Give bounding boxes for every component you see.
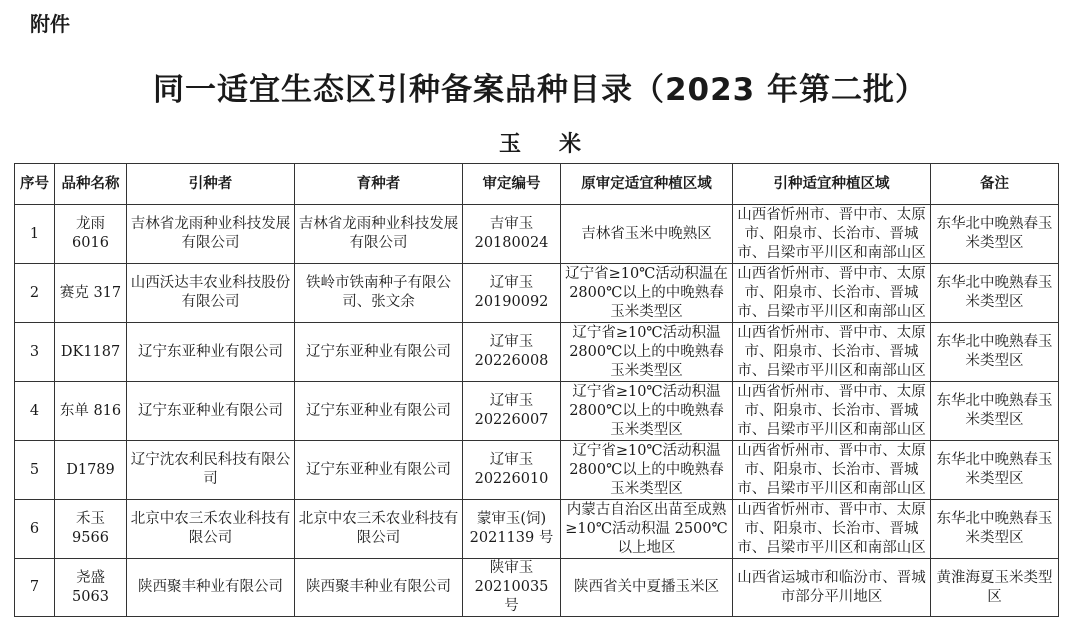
cell-note: 东华北中晚熟春玉米类型区: [931, 264, 1059, 323]
table-row: [15, 559, 1059, 617]
cell-breeder: 陕西聚丰种业有限公司: [295, 559, 463, 617]
cell-introducer: 北京中农三禾农业科技有限公司: [127, 500, 295, 559]
table-row: [15, 500, 1059, 559]
cell-original-region: 吉林省玉米中晚熟区: [561, 205, 733, 264]
cell-introducer: 山西沃达丰农业科技股份有限公司: [127, 264, 295, 323]
cell-breeder: 辽宁东亚种业有限公司: [295, 382, 463, 441]
table-row: [15, 264, 1059, 323]
cell-intro-region: 山西省运城市和临汾市、晋城市部分平川地区: [733, 559, 931, 617]
cell-variety: D1789: [55, 441, 127, 500]
cell-intro-region: 山西省忻州市、晋中市、太原市、阳泉市、长治市、晋城市、吕梁市平川区和南部山区: [733, 323, 931, 382]
variety-table: [14, 163, 1059, 617]
cell-note: 东华北中晚熟春玉米类型区: [931, 500, 1059, 559]
header-note: 备注: [931, 164, 1059, 205]
cell-breeder: 铁岭市铁南种子有限公司、张文余: [295, 264, 463, 323]
cell-intro-region: 山西省忻州市、晋中市、太原市、阳泉市、长治市、晋城市、吕梁市平川区和南部山区: [733, 382, 931, 441]
cell-approval-no: 吉审玉 20180024: [463, 205, 561, 264]
cell-intro-region: 山西省忻州市、晋中市、太原市、阳泉市、长治市、晋城市、吕梁市平川区和南部山区: [733, 205, 931, 264]
cell-variety: 东单 816: [55, 382, 127, 441]
table-row: [15, 382, 1059, 441]
cell-introducer: 吉林省龙雨种业科技发展有限公司: [127, 205, 295, 264]
cell-introducer: 辽宁东亚种业有限公司: [127, 382, 295, 441]
cell-breeder: 辽宁东亚种业有限公司: [295, 441, 463, 500]
cell-variety: DK1187: [55, 323, 127, 382]
cell-introducer: 辽宁东亚种业有限公司: [127, 323, 295, 382]
cell-no: 1: [15, 205, 55, 264]
cell-original-region: 辽宁省≥10℃活动积温在 2800℃以上的中晚熟春玉米类型区: [561, 264, 733, 323]
attachment-label: 附件: [30, 12, 70, 36]
cell-variety: 禾玉 9566: [55, 500, 127, 559]
cell-note: 东华北中晚熟春玉米类型区: [931, 382, 1059, 441]
table-row: [15, 205, 1059, 264]
cell-approval-no: 陕审玉 20210035 号: [463, 559, 561, 617]
cell-intro-region: 山西省忻州市、晋中市、太原市、阳泉市、长治市、晋城市、吕梁市平川区和南部山区: [733, 441, 931, 500]
cell-variety: 尧盛 5063: [55, 559, 127, 617]
cell-no: 4: [15, 382, 55, 441]
cell-no: 2: [15, 264, 55, 323]
cell-original-region: 辽宁省≥10℃活动积温 2800℃以上的中晚熟春玉米类型区: [561, 382, 733, 441]
cell-variety: 龙雨 6016: [55, 205, 127, 264]
cell-note: 东华北中晚熟春玉米类型区: [931, 205, 1059, 264]
cell-approval-no: 辽审玉 20226007: [463, 382, 561, 441]
header-intro-region: 引种适宜种植区域: [733, 164, 931, 205]
cell-original-region: 辽宁省≥10℃活动积温 2800℃以上的中晚熟春玉米类型区: [561, 441, 733, 500]
document-title: 同一适宜生态区引种备案品种目录（2023 年第二批）: [152, 72, 928, 108]
cell-breeder: 吉林省龙雨种业科技发展有限公司: [295, 205, 463, 264]
cell-intro-region: 山西省忻州市、晋中市、太原市、阳泉市、长治市、晋城市、吕梁市平川区和南部山区: [733, 264, 931, 323]
cell-breeder: 北京中农三禾农业科技有限公司: [295, 500, 463, 559]
table-header-row: [15, 164, 1059, 205]
table-row: [15, 441, 1059, 500]
cell-approval-no: 辽审玉 20226008: [463, 323, 561, 382]
cell-intro-region: 山西省忻州市、晋中市、太原市、阳泉市、长治市、晋城市、吕梁市平川区和南部山区: [733, 500, 931, 559]
header-approval-no: 审定编号: [463, 164, 561, 205]
cell-no: 3: [15, 323, 55, 382]
cell-approval-no: 辽审玉 20226010: [463, 441, 561, 500]
cell-approval-no: 蒙审玉(饲) 2021139 号: [463, 500, 561, 559]
cell-no: 5: [15, 441, 55, 500]
cell-approval-no: 辽审玉 20190092: [463, 264, 561, 323]
cell-no: 6: [15, 500, 55, 559]
header-no: 序号: [15, 164, 55, 205]
cell-introducer: 陕西聚丰种业有限公司: [127, 559, 295, 617]
header-variety: 品种名称: [55, 164, 127, 205]
table-row: [15, 323, 1059, 382]
cell-no: 7: [15, 559, 55, 617]
header-introducer: 引种者: [127, 164, 295, 205]
section-subtitle: 玉米: [498, 131, 619, 157]
header-breeder: 育种者: [295, 164, 463, 205]
cell-note: 东华北中晚熟春玉米类型区: [931, 323, 1059, 382]
cell-original-region: 内蒙古自治区出苗至成熟≥10℃活动积温 2500℃以上地区: [561, 500, 733, 559]
cell-breeder: 辽宁东亚种业有限公司: [295, 323, 463, 382]
cell-variety: 赛克 317: [55, 264, 127, 323]
cell-note: 黄淮海夏玉米类型区: [931, 559, 1059, 617]
cell-note: 东华北中晚熟春玉米类型区: [931, 441, 1059, 500]
cell-introducer: 辽宁沈农利民科技有限公司: [127, 441, 295, 500]
header-original-region: 原审定适宜种植区域: [561, 164, 733, 205]
cell-original-region: 陕西省关中夏播玉米区: [561, 559, 733, 617]
cell-original-region: 辽宁省≥10℃活动积温 2800℃以上的中晚熟春玉米类型区: [561, 323, 733, 382]
